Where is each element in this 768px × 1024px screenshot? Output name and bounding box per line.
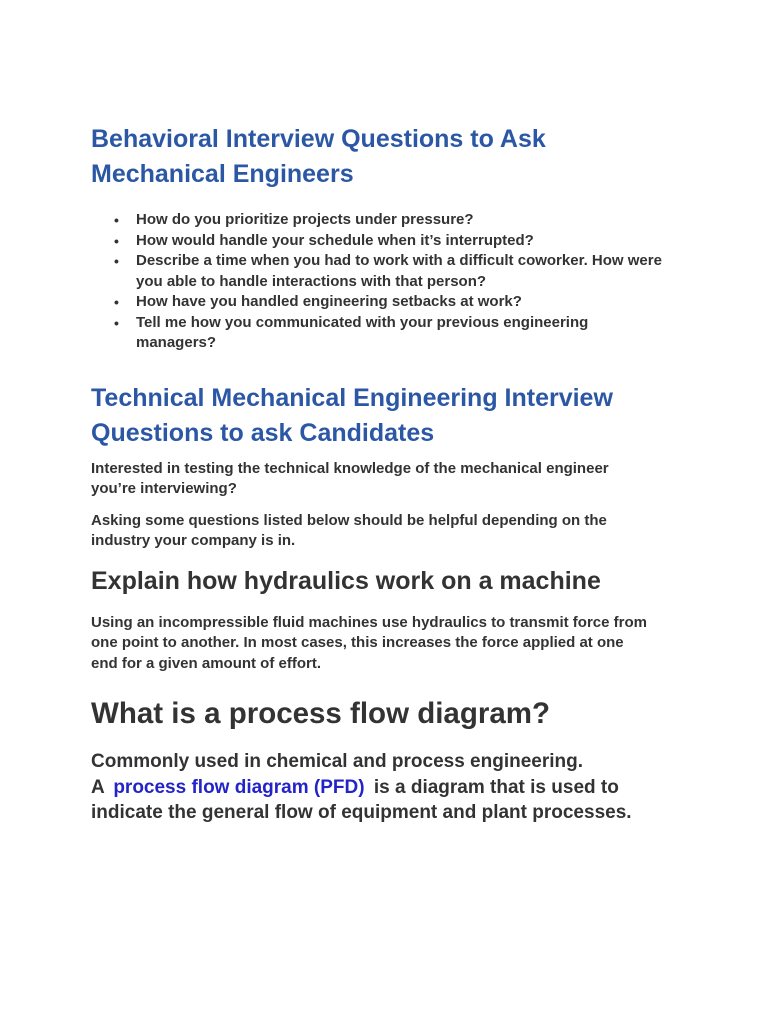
list-item: • Describe a time when you had to work with a difficult coworker. How were you able to handle interactions with that person? [136,251,676,292]
technical-intro-2: Asking some questions listed below should be helpful depending on the industry your company is in. [91,511,607,549]
pfd-heading: What is a process flow diagram? [91,697,550,730]
hydraulics-heading: Explain how hydraulics work on a machine [91,566,601,595]
pfd-line-1: Commonly used in chemical and process engineering. [91,751,584,772]
pfd-description [91,749,681,826]
behavioral-question-list [91,210,691,354]
list-item: • How do you prioritize projects under pressure? [136,210,691,231]
list-item: • Tell me how you communicated with your previous engineering managers? [136,313,666,354]
pfd-suffix: is a diagram that is used to indicate the general flow of equipment and plant processes. [91,776,632,823]
process-flow-diagram-link[interactable]: process flow diagram (PFD) [113,776,365,798]
behavioral-heading: Behavioral Interview Questions to Ask Mechanical Engineers [91,125,546,188]
list-item: • How have you handled engineering setbacks at work? [136,292,691,313]
technical-intro-1: Interested in testing the technical knowledge of the mechanical engineer you’re interviewing? [91,459,609,497]
hydraulics-answer: Using an incompressible fluid machines use hydraulics to transmit force from one point to another. In most cases, this increases the force applied at one end for a given amount of effort. [91,613,647,672]
list-item: • How would handle your schedule when it’s interrupted? [136,231,691,252]
pfd-prefix: A [91,776,105,798]
document-page [91,122,691,826]
technical-heading: Technical Mechanical Engineering Interview Questions to ask Candidates [91,383,613,447]
